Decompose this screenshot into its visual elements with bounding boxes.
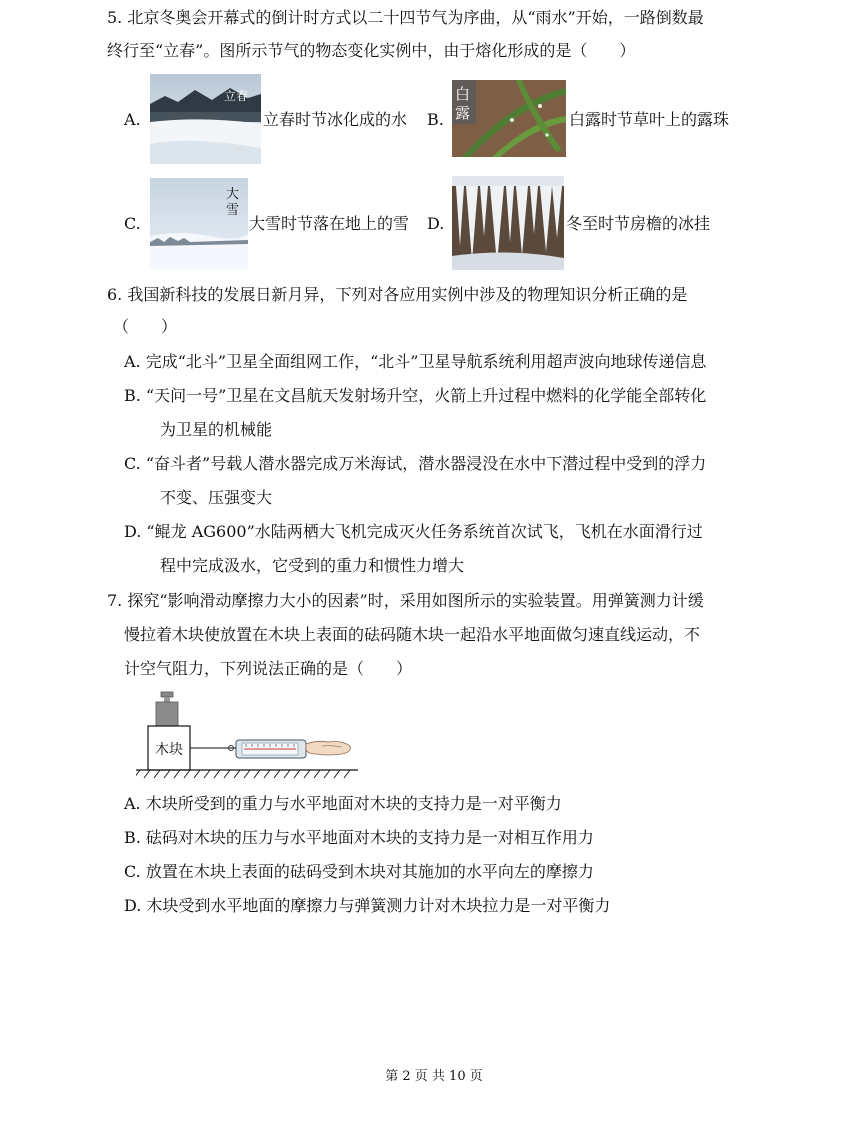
q5-option-d-text: 冬至时节房檐的冰挂 (566, 214, 711, 233)
q7-option-d: D. 木块受到水平地面的摩擦力与弹簧测力计对木块拉力是一对平衡力 (124, 896, 611, 915)
q5-stem-line2: 终行至“立春”。图所示节气的物态变化实例中，由于熔化形成的是（ ） (107, 41, 636, 60)
wood-block-label: 木块 (155, 742, 183, 758)
q6-option-c-line2: 不变、压强变大 (160, 488, 273, 507)
q5-option-a-image (150, 74, 261, 164)
q7-apparatus-diagram (136, 690, 362, 782)
q5-option-b-image (452, 80, 566, 157)
q6-option-b-line1: B. “天问一号”卫星在文昌航天发射场升空，火箭上升过程中燃料的化学能全部转化 (124, 386, 707, 405)
q7-option-c: C. 放置在木块上表面的砝码受到木块对其施加的水平向左的摩擦力 (124, 862, 594, 881)
q6-option-d-line1: D. “鲲龙 AG600”水陆两栖大飞机完成灭火任务系统首次试飞，飞机在水面滑行过 (124, 522, 703, 541)
q6-stem-line2: （ ） (113, 317, 178, 336)
q5-option-b-image-label-2: 露 (455, 104, 471, 122)
q5-option-c-image-label-2: 雪 (226, 203, 240, 218)
q7-stem-line3: 计空气阻力，下列说法正确的是（ ） (124, 659, 413, 678)
q6-stem-line1: 6. 我国新科技的发展日新月异，下列对各应用实例中涉及的物理知识分析正确的是 (107, 285, 688, 304)
q6-option-d-line2: 程中完成汲水，它受到的重力和惯性力增大 (160, 556, 465, 575)
q5-option-d-letter: D. (427, 214, 445, 233)
q6-option-b-line2: 为卫星的机械能 (160, 420, 273, 439)
q5-option-a-image-label: 立春 (224, 89, 249, 103)
q5-option-a-letter: A. (124, 110, 141, 129)
q5-option-c-image (150, 178, 248, 269)
q5-option-b-image-label-1: 白 (455, 85, 471, 103)
q6-option-a: A. 完成“北斗”卫星全面组网工作，“北斗”卫星导航系统利用超声波向地球传递信息 (124, 352, 707, 371)
q5-option-d-image (452, 176, 564, 270)
page-footer: 第 2 页 共 10 页 (385, 1069, 483, 1084)
q5-option-c-letter: C. (124, 214, 141, 233)
q7-stem-line2: 慢拉着木块使放置在木块上表面的砝码随木块一起沿水平地面做匀速直线运动，不 (124, 625, 701, 644)
q5-option-c-text: 大雪时节落在地上的雪 (249, 214, 410, 233)
q5-option-b-text: 白露时节草叶上的露珠 (569, 110, 730, 129)
q7-option-a: A. 木块所受到的重力与水平地面对木块的支持力是一对平衡力 (124, 794, 562, 813)
q5-option-c-image-label-1: 大 (226, 187, 240, 202)
q7-stem-line1: 7. 探究“影响滑动摩擦力大小的因素”时，采用如图所示的实验装置。用弹簧测力计缓 (107, 591, 704, 610)
q5-stem-line1: 5. 北京冬奥会开幕式的倒计时方式以二十四节气为序曲，从“雨水”开始，一路倒数最 (107, 8, 704, 27)
q7-option-b: B. 砝码对木块的压力与水平地面对木块的支持力是一对相互作用力 (124, 828, 594, 847)
q6-option-c-line1: C. “奋斗者”号载人潜水器完成万米海试，潜水器浸没在水中下潜过程中受到的浮力 (124, 454, 707, 473)
q5-option-b-letter: B. (427, 110, 444, 129)
q5-option-a-text: 立春时节冰化成的水 (263, 110, 408, 129)
